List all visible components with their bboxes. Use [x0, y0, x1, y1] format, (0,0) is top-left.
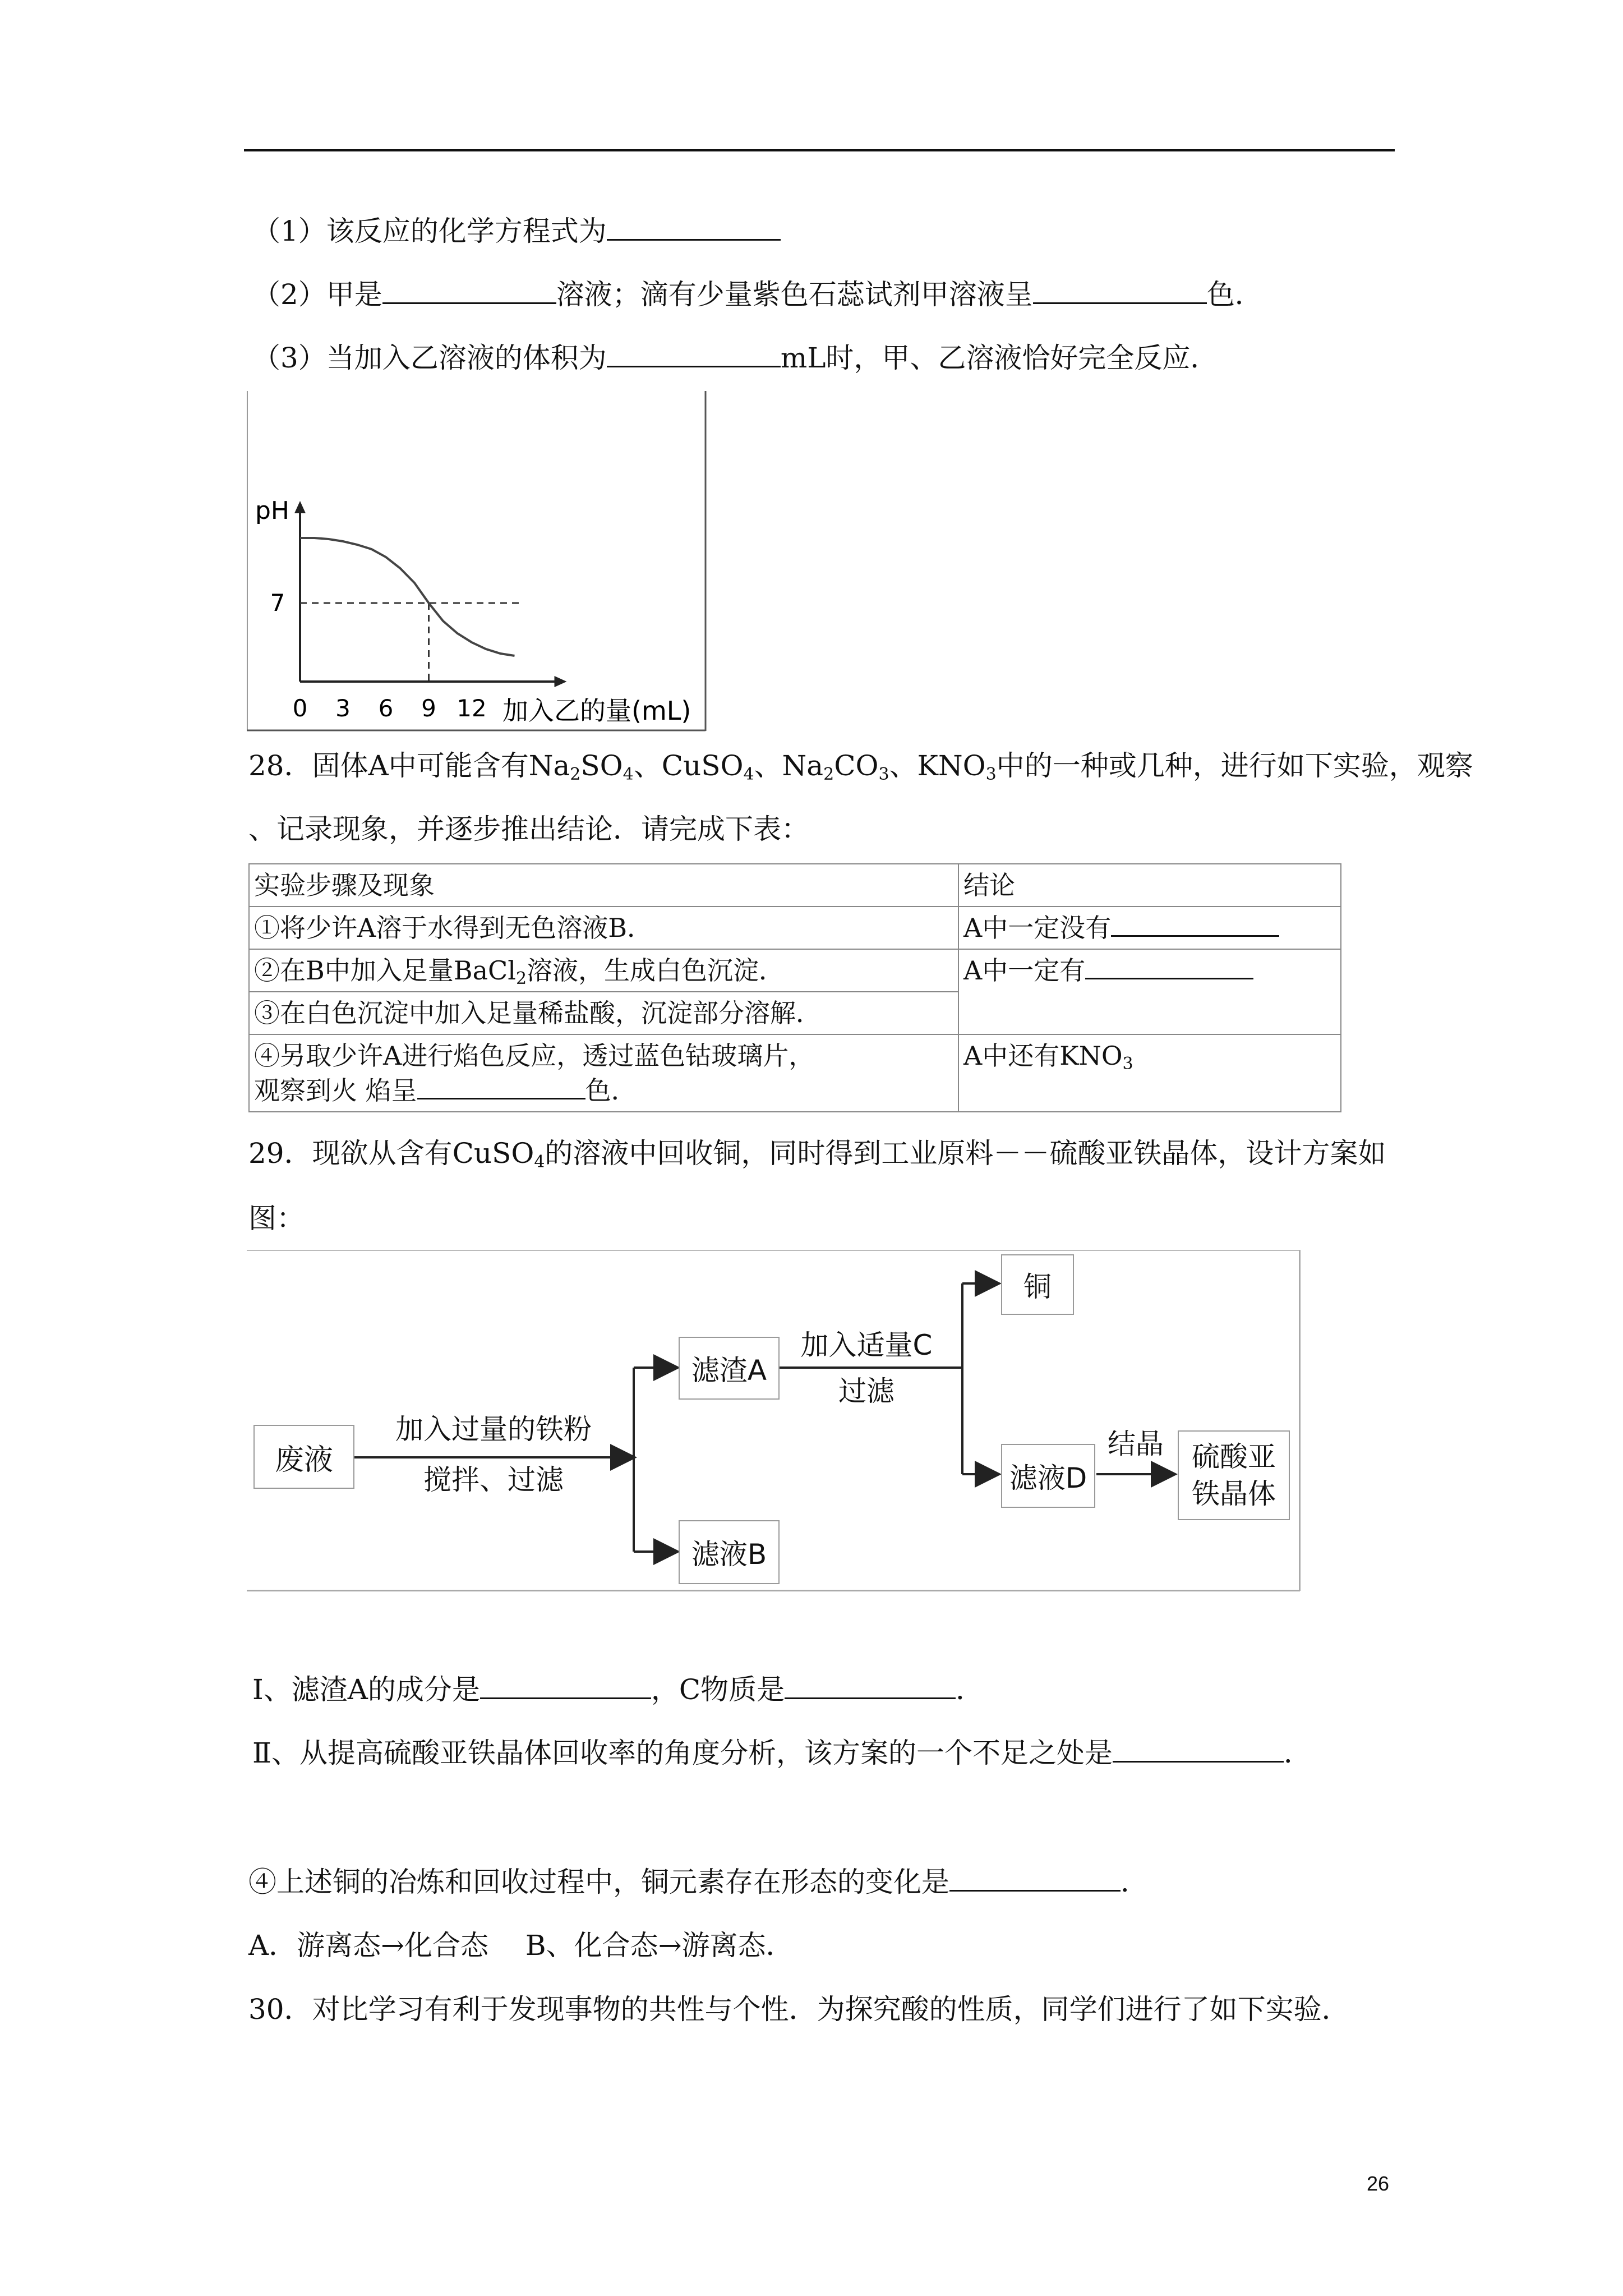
answer-blank[interactable]: [417, 1073, 585, 1099]
ph-curve: [300, 538, 515, 656]
answer-blank[interactable]: [607, 214, 781, 241]
x-tick-label: 6: [378, 694, 394, 722]
table-header-row: [249, 864, 1341, 907]
q28-line1: 28．固体A中可能含有$Na_2SO_4$、CuSO$_4$、$Na_2CO_3$、$KNO_3$中的一种或几种，进行如下实验，观察: [248, 749, 1473, 784]
x-tick-label: 0: [292, 694, 308, 722]
step-cell: ②在B中加入足量BaCl$_2$溶液，生成白色沉淀．: [249, 949, 958, 992]
product-line1: 硫酸亚: [1192, 1441, 1276, 1473]
step2-label-top: 加入适量C: [800, 1329, 933, 1361]
step1-label-bottom: 搅拌、过滤: [423, 1464, 564, 1496]
flowchart: [247, 1250, 1301, 1592]
answer-blank[interactable]: [1111, 910, 1279, 937]
step1-label-top: 加入过量的铁粉: [395, 1413, 592, 1446]
ph-chart: [247, 390, 718, 732]
ferrous-sulfate-crystal-box: [1178, 1430, 1290, 1520]
answer-blank[interactable]: [480, 1673, 651, 1699]
experiment-table: [248, 863, 1341, 1112]
q29-part-I: Ⅰ、滤渣A的成分是 ，C物质是 ．: [252, 1673, 984, 1706]
answer-blank[interactable]: [607, 341, 781, 367]
step-cell: ④另取少许A进行焰色反应，透过蓝色钴玻璃片， 观察到火 焰呈 色．: [249, 1034, 958, 1112]
q27-part2: （2）甲是 溶液；滴有少量紫色石蕊试剂甲溶液呈 色．: [252, 278, 1263, 311]
table-row: [249, 949, 1341, 992]
y-axis-label: pH: [255, 496, 290, 525]
filtrate-d-box: 滤液D: [1001, 1444, 1095, 1508]
answer-blank[interactable]: [785, 1673, 956, 1699]
answer-blank[interactable]: [1085, 953, 1253, 979]
q-part-4: ④上述铜的冶炼和回收过程中，铜元素存在形态的变化是 ．: [248, 1866, 1149, 1898]
crystallize-label: 结晶: [1108, 1428, 1164, 1460]
q30-line1: 30．对比学习有利于发现事物的共性与个性．为探究酸的性质，同学们进行了如下实验．: [248, 1993, 1350, 2026]
step2-label-bottom: 过滤: [838, 1375, 895, 1407]
q28-line2: 、记录现象，并逐步推出结论．请完成下表：: [248, 813, 809, 845]
table-row: [249, 1034, 1341, 1112]
x-tick-label: 12: [457, 694, 487, 722]
q27-part1: （1）该反应的化学方程式为: [252, 213, 781, 249]
x-tick-label: 9: [421, 694, 436, 722]
step-cell: ①将少许A溶于水得到无色溶液B．: [249, 907, 958, 949]
waste-liquid-box: 废液: [253, 1425, 354, 1489]
answer-blank[interactable]: [1113, 1736, 1284, 1763]
answer-blank[interactable]: [382, 278, 556, 304]
q-part-4-options: A．游离态→化合态 B、化合态→游离态．: [248, 1929, 794, 1962]
y-axis-arrow: [294, 501, 306, 513]
chart-plot: [255, 496, 691, 726]
q27-part3: （3）当加入乙溶液的体积为 mL时，甲、乙溶液恰好完全反应．: [252, 342, 1219, 374]
x-axis-arrow: [555, 676, 567, 687]
conclusion-cell: A中还有$KNO_3$: [958, 1034, 1341, 1112]
answer-blank[interactable]: [949, 1865, 1121, 1892]
product-line2: 铁晶体: [1192, 1478, 1276, 1510]
step-cell: ③在白色沉淀中加入足量稀盐酸，沉淀部分溶解．: [249, 992, 958, 1034]
x-axis-label: 加入乙的量(mL): [502, 696, 691, 726]
q29-line2: 图：: [248, 1202, 305, 1235]
page-number: 26: [1367, 2172, 1390, 2195]
header-conclusion: 结论: [958, 864, 1341, 907]
header-step: 实验步骤及现象: [249, 864, 958, 907]
filtrate-b-box: 滤液B: [679, 1520, 780, 1584]
q29-part-II: Ⅱ、从提高硫酸亚铁晶体回收率的角度分析，该方案的一个不足之处是 ．: [252, 1737, 1312, 1769]
answer-blank[interactable]: [1033, 278, 1207, 304]
conclusion-cell: A中一定有: [958, 949, 1341, 1034]
copper-box: 铜: [1001, 1254, 1074, 1315]
residue-a-box: 滤渣A: [679, 1337, 780, 1400]
conclusion-cell: A中一定没有: [958, 907, 1341, 949]
header-rule: [244, 149, 1395, 151]
q29-line1: 29．现欲从含有CuSO$_4$的溶液中回收铜，同时得到工业原料－－硫酸亚铁晶体，设计方案如: [248, 1137, 1386, 1172]
y-tick-label: 7: [270, 589, 285, 616]
table-row: [249, 907, 1341, 949]
x-tick-label: 3: [335, 694, 351, 722]
